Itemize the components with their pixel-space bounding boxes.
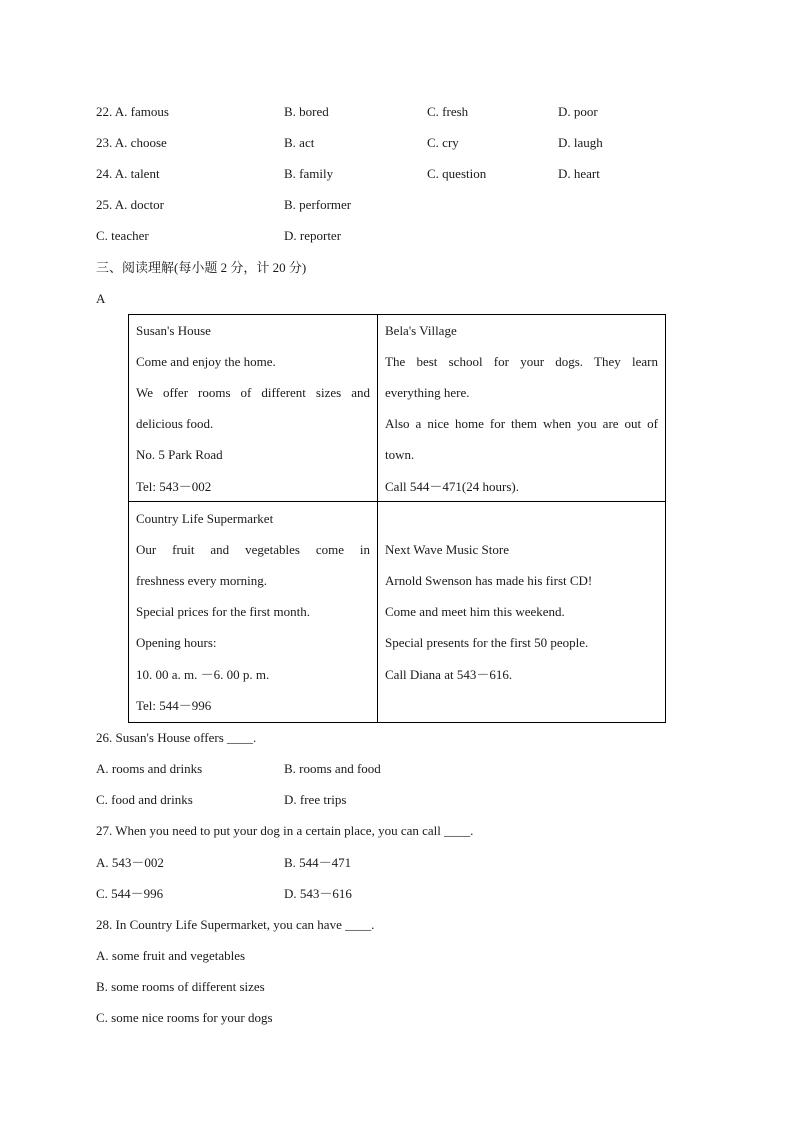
ad-line: We offer rooms of different sizes and xyxy=(136,385,370,400)
ad-title: Bela's Village xyxy=(385,323,457,338)
q27-option-b: B. 544－471 xyxy=(284,855,352,870)
ad-line: Also a nice home for them when you are out of xyxy=(385,416,658,431)
ad-line: delicious food. xyxy=(136,416,214,431)
ad-country-life-supermarket xyxy=(129,502,378,723)
ad-line: The best school for your dogs. They learn xyxy=(385,354,658,369)
q28-stem: 28. In Country Life Supermarket, you can have ____. xyxy=(96,917,375,932)
ad-phone: Tel: 543－002 xyxy=(136,479,212,494)
ad-line: Special prices for the first month. xyxy=(136,604,311,619)
section-heading: 三、阅读理解(每小题 2 分，计 20 分) xyxy=(96,260,307,275)
q22-option-b: B. bored xyxy=(284,104,329,119)
ad-title: Susan's House xyxy=(136,323,211,338)
ad-next-wave-music-store xyxy=(378,502,666,723)
q23-option-a: 23. A. choose xyxy=(96,135,167,150)
q28-option-b: B. some rooms of different sizes xyxy=(96,979,265,994)
ad-title: Next Wave Music Store xyxy=(385,542,509,557)
q24-option-d: D. heart xyxy=(558,166,600,181)
q26-option-b: B. rooms and food xyxy=(284,761,381,776)
ad-belas-village xyxy=(378,315,666,502)
passage-label: A xyxy=(96,291,106,306)
q24-option-a: 24. A. talent xyxy=(96,166,160,181)
q27-option-c: C. 544－996 xyxy=(96,886,164,901)
ad-line: Our fruit and vegetables come in xyxy=(136,542,370,557)
q23-option-c: C. cry xyxy=(427,135,459,150)
ad-line: Come and enjoy the home. xyxy=(136,354,276,369)
ad-line: Come and meet him this weekend. xyxy=(385,604,565,619)
q22-option-c: C. fresh xyxy=(427,104,469,119)
q25-option-b: B. performer xyxy=(284,197,352,212)
q26-option-d: D. free trips xyxy=(284,792,347,807)
ad-line: 10. 00 a. m. －6. 00 p. m. xyxy=(136,667,270,682)
q26-option-a: A. rooms and drinks xyxy=(96,761,203,776)
q23-option-b: B. act xyxy=(284,135,315,150)
q25-option-d: D. reporter xyxy=(284,228,342,243)
ad-susans-house xyxy=(129,315,378,502)
q25-option-c: C. teacher xyxy=(96,228,149,243)
ad-line: Arnold Swenson has made his first CD! xyxy=(385,573,593,588)
ad-line: freshness every morning. xyxy=(136,573,268,588)
q28-option-c: C. some nice rooms for your dogs xyxy=(96,1010,273,1025)
q28-option-a: A. some fruit and vegetables xyxy=(96,948,246,963)
ad-phone: Call 544－471(24 hours). xyxy=(385,479,519,494)
q27-option-a: A. 543－002 xyxy=(96,855,164,870)
ad-line: everything here. xyxy=(385,385,470,400)
ad-line: town. xyxy=(385,447,415,462)
ad-line: No. 5 Park Road xyxy=(136,447,223,462)
q24-option-c: C. question xyxy=(427,166,487,181)
ad-phone: Tel: 544－996 xyxy=(136,698,212,713)
ads-table xyxy=(128,314,666,723)
ad-line: Special presents for the first 50 people. xyxy=(385,635,589,650)
ad-phone: Call Diana at 543－616. xyxy=(385,667,513,682)
q22-option-d: D. poor xyxy=(558,104,598,119)
ad-line: Opening hours: xyxy=(136,635,217,650)
q27-stem: 27. When you need to put your dog in a certain place, you can call ____. xyxy=(96,823,474,838)
q23-option-d: D. laugh xyxy=(558,135,603,150)
q26-stem: 26. Susan's House offers ____. xyxy=(96,730,257,745)
q26-option-c: C. food and drinks xyxy=(96,792,193,807)
q22-option-a: 22. A. famous xyxy=(96,104,169,119)
q24-option-b: B. family xyxy=(284,166,334,181)
ad-title: Country Life Supermarket xyxy=(136,511,274,526)
q25-option-a: 25. A. doctor xyxy=(96,197,164,212)
q27-option-d: D. 543－616 xyxy=(284,886,352,901)
